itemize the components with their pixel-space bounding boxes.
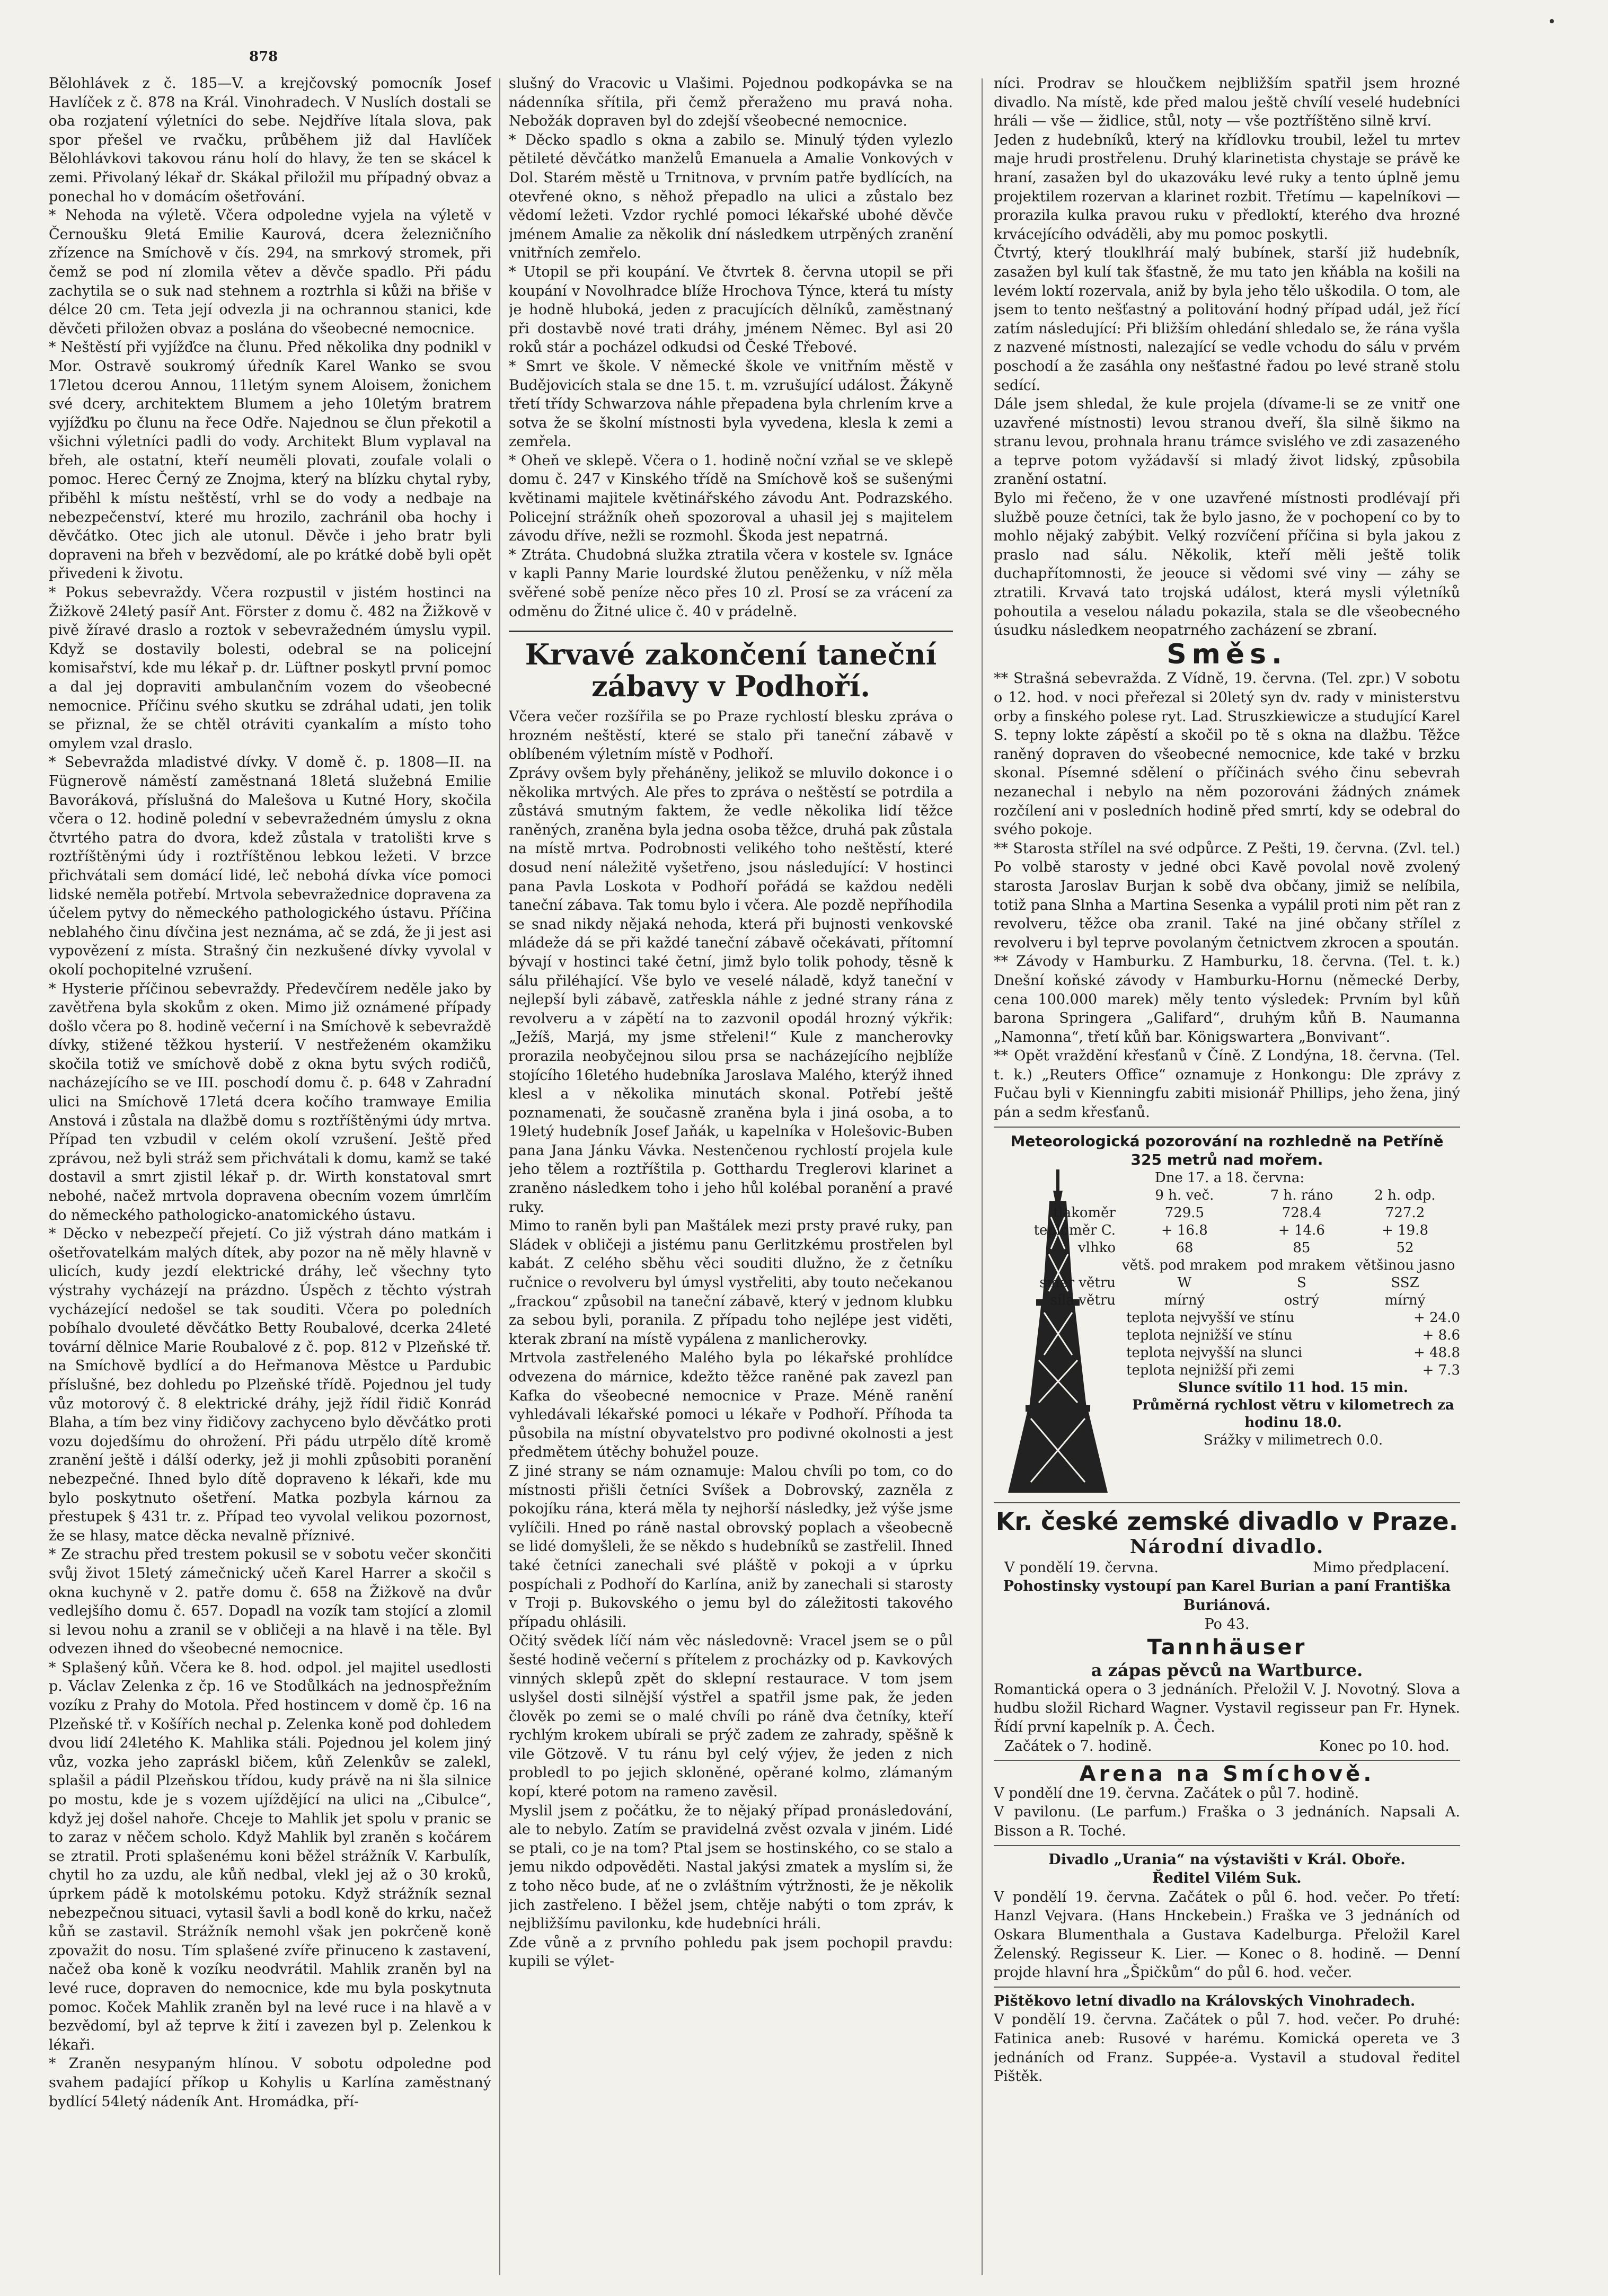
column-middle xyxy=(509,74,953,2275)
meteo-row-label: směr větru xyxy=(1039,1274,1116,1291)
meteo-wind-average: Průměrná rychlost větru v kilometrech za hodinu 18.0. xyxy=(1132,1397,1454,1431)
meteo-row-label: tlakoměr xyxy=(1053,1204,1116,1221)
theatre-subscription: Mimo předplacení. xyxy=(1313,1559,1450,1576)
paragraph: * Oheň ve sklepě. Včera o 1. hodině noční vzňal se ve sklepě domu č. 247 v Kinského třídě na Smíchově koš se sušenými květinami majitele květinářského závodu Ant. Podrazského. Policejní strážník oheň spozoroval a uhasil jej s majitelem závodu dříve, nežli se rozmohl. Škoda jest nepatrná. xyxy=(509,452,953,545)
meteo-extra-label: teplota nejnižší při zemi xyxy=(1126,1362,1295,1378)
theatre-date: V pondělí 19. června. xyxy=(1004,1559,1159,1576)
meteo-extra-value: + 8.6 xyxy=(1422,1327,1460,1343)
paragraph: * Splašený kůň. Včera ke 8. hod. odpol. jel majitel usedlosti p. Václav Zelenka z čp. 16 ve Stodůlkách na jednospřežním vozíku z Prahy do Motola. Před hostincem v domě čp. 16 na Plzeňské tř. v Košířích nechal p. Zelenka koně pod dohledem dvou lidí 24letého K. Mahlika stáli. Pojednou jel kolem jiný vůz, vozka jeho zapráskl bičem, kůň Zelenkův se zalekl, splašil a pádil Plzeňskou třídou, kudy právě na ni šla silnice po mostu, kde je s vozem ujíždějící na ulici na „Cibulce“, když jej došel nahoře. Chceje to Mahlik jet spolu v pranic se to zaraz v něčem scholo. Když Mahlik byl zraněn s kočárem se ztratil. Proti splašenému koni běžel strážník V. Karbulík, chytil ho za uzdu, ale kůň nedbal, vlekl jej až o 30 kroků, úprkem pádě k motolskému potoku. Když strážník seznal nebezpečnou situaci, vytasil šavli a bodl koně do krku, načež kůň se zastavil. Strážník nemohl však jen pokrčeně koně zpovažit do nosu. Tím splašené zvíře přinuceno k zastavení, načež oba koně k vozíku neodvrátil. Mahlik zraněn byl na levé ruce, dopraven do nemocnice, kde mu byla poskytnuta pomoc. Koček Mahlik zraněn byl na levé ruce i na hlavě a v bezvědomí, byl až teprve k žití i zavezen byl p. Zelenkou k lékaři. xyxy=(49,1659,491,2053)
meteo-extra-label: teplota nejnižší ve stínu xyxy=(1126,1327,1293,1343)
meteo-date: Dne 17. a 18. června: xyxy=(1154,1169,1305,1186)
paragraph: ** Strašná sebevražda. Z Vídně, 19. června. (Tel. zpr.) V sobotu o 12. hod. v noci přeřezal si 20letý syn dv. rady v ministerstvu orby a finského polese ryt. Lad. Struszkiewicze a studující Karel S. tepny lokte zápěstí a skočil po tě s okna na dlažbu. Těžce raněný dopraven do všeobecné nemocnice, kde také v brzku skonal. Písemné sdělení o příčinách svého činu sebevrah nezanechal i nebylo na něm pozorováni žádných známek rozčílení ani v posledních hodině před smrtí, kdy se odebral do svého pokoje. xyxy=(994,670,1460,838)
meteo-cell: mírný xyxy=(1164,1292,1205,1308)
column-rule-2 xyxy=(982,78,983,2275)
paragraph: * Ze strachu před trestem pokusil se v sobotu večer skončiti svůj život 15letý zámečnický učeň Karel Harrer a skočil s okna kuchyně v 2. patře domu č. 658 na Žižkově na dvůr vedlejšího domu č. 657. Dopadl na vozík tam stojící a zlomil si levou nohu a zranil se v obličeji a na hlavě i na těle. Byl odvezen ihned do všeobecné nemocnice. xyxy=(49,1546,491,1657)
paragraph: Myslil jsem z počátku, že to nějaký případ pronásledování, ale to nebylo. Zatím se pravidelná zvěst ozvala v jiném. Lidé se ptali, co je na tom? Ptal jsem se hostinského, co se stalo a jemu nikdo odpověděti. Nastal jakýsi zmatek a myslím si, že z toho něco bude, ať ne o zvláštním výtržnosti, že je několik jich zastřeleno. I běžel jsem, chtěje nabýti o tom zpráv, k nejbližšímu pavilonku, kde hudebníci hráli. xyxy=(509,1802,953,1932)
page-number: 878 xyxy=(249,49,278,65)
paragraph: Očitý svědek líčí nám věc následovně: Vracel jsem se o půl šesté hodině večerní s přítelem z procházky od p. Kavkových vinných sklepů zpět do sklepní restaurace. V tom jsem uslyšel dosti silnější výstřel a spatřil jsme pak, že jeden člověk po zemi se o malé chvíli po ráně dva četníky, kteří rychlým krokem ubírali se prýč zadem ze zahrady, spěšně k vile Götzově. V tu ránu byl celý výjev, že jeden z nich probledl to po jejich skloněné, opěrané kolmo, zlámaným kopí, které potom na rameno zavěsil. xyxy=(509,1633,953,1801)
arena-title: Arena na Smíchově. xyxy=(1079,1762,1375,1787)
paragraph: * Děcko v nebezpečí přejetí. Co již výstrah dáno matkám i ošetřovatelkám malých dítek, aby pozor na ně měly hlavně v ulicích, kudy jezdí elektrické dráhy, leč všechny tyto výstrahy vycházejí na prázdno. Úspěch z těchto výstrah vycházející nedošel se tak souditi. Včera po poledních pobíhalo dvouleté děvčátko Betty Roubalové, dcerka 24leté tovární dělnice Marie Roubalové z č. pop. 812 v Plzeňské tř. na Smíchově bydlící a do Heřmanova Městce u Pardubic příslušné, bez dohledu po Plzeňské třídě. Pojednou jel tudy vůz motorový č. 8 elektrické dráhy, jejž řídil řidič Konrád Blaha, a tím bez viny řidičovy zachyceno bylo děvčátko proti vozu dojedšímu do ohrožení. Při pádu utrpělo dítě kromě zranění ještě i dálší oderky, jež ji mohli způsobiti poranění nebezpečné. Ihned bylo dítě dopraveno k lékaři, kde mu bylo poskytnuto ošetření. Matka pozbyla kárnou za přestupek § 431 tr. z. Případ teo vyvolal velikou pozornost, že se hlasy, matce děcka nevalně příznivé. xyxy=(49,1226,491,1544)
paragraph: Mimo to raněn byli pan Maštálek mezi prsty pravé ruky, pan Sládek v obličeji a jistému panu Gerlitzkému prostřelen byl kabát. Z celého sběhu věci souditi dlužno, že z četníku ručnice o revolveru byl úmysl vystřeliti, aby touto nečekanou „frackou“ způsobil na taneční zábavě, který v jednom klubku za sebou byli, poranila. Z případu toho nejlépe jest viděti, kterak zbraní na místě vypálena z manlicherovky. xyxy=(509,1218,953,1348)
page-dot xyxy=(1550,19,1554,23)
arena-line: V pavilonu. (Le parfum.) Fraška o 3 jednáních. Napsali A. Bisson a R. Toché. xyxy=(994,1804,1460,1839)
theatre-description: Romantická opera o 3 jednáních. Přeložil V. J. Novotný. Slova a hudbu složil Richard Wagner. Vystavil regisseur pan Fr. Hynek. Řídí první kapelník p. A. Čech. xyxy=(994,1681,1460,1735)
urania-director: Ředitel Vilém Suk. xyxy=(1152,1870,1302,1887)
meteo-cell: 68 xyxy=(1176,1239,1194,1256)
arena-line: V pondělí dne 19. června. Začátek o půl 7. hodině. xyxy=(994,1785,1359,1802)
paragraph: ** Závody v Hamburku. Z Hamburku, 18. června. (Tel. t. k.) Dnešní koňské závody v Hamburku-Hornu (německé Derby, cena 100.000 marek) měly tento výsledek: Prvním byl kůň barona Springera „Galifard“, druhým kůň B. Naumanna „Namonna“, třetí kůň bar. Königswartera „Bonvivant“. xyxy=(994,953,1460,1045)
divider xyxy=(994,1760,1460,1761)
paragraph: Zde vůně a z prvního pohledu pak jsem pochopil pravdu: kupili se výlet- xyxy=(509,1934,953,1970)
meteo-table xyxy=(999,1169,1460,1449)
theatre-start: Začátek o 7. hodině. xyxy=(1004,1737,1152,1754)
paragraph: Zprávy ovšem byly přeháněny, jelikož se mluvilo dokonce i o několika mrtvých. Ale přes to zpráva o neštěstí se potrdila a zůstává smutným faktem, že vedle několika lidí těžce raněných, zraněna byla jedna osoba těžce, druhá pak zůstala na místě mrtva. Podrobnosti velikého toho neštěstí, které dosud není náležitě vyšetřeno, jsou následující: V hostinci pana Pavla Loskota v Podhoří pořádá se každou neděli taneční zábava. Tak tomu bylo i včera. Ale pozdě nepříhodila se snad nikdy nějaká nehoda, která při bujnosti venkovské mládeže dá se při každé taneční zábavě očekávati, přítomní bývají v hostinci také četní, jimž bylo tolik pohody, těsně k sálu přiléhající. Vše bylo ve veselé náladě, když taneční v nejlepší byli zábavě, zatřeskla náhle z jedné strany rána z revolveru a v zápětí na to zazvonil opodál hrozný výkřik: „Ježíš, Marjá, my jsme střeleni!“ Kule z mancherovky prorazila neobyčejnou silou prsa se nacházejícího nejblíže stojícího 16letého hudebníka Jaroslava Malého, kterýž ihned klesl a v několika minutách skonal. Potřebí ještě poznamenati, že současně zraněna byla i jiná osoba, a to 19letý hudebník Josef Jaňák, u kapelníka v Holešovic-Buben pana Jana Jánku Vávka. Nestenčenou rychlostí projela kule jeho tělem a roztříštila p. Gotthardu Treglerovi klarinet a zraněno následkem toho i jeho hůl kolébal poranění a pravé ruky. xyxy=(509,765,953,1216)
column-right xyxy=(994,74,1460,2275)
article-headline: Krvavé zakončení taneční zábavy v Podhoří. xyxy=(509,631,953,702)
meteo-cell: + 19.8 xyxy=(1382,1222,1428,1238)
meteo-extra-value: + 24.0 xyxy=(1413,1309,1460,1326)
meteo-row-label: vlhko xyxy=(1077,1239,1116,1256)
divider xyxy=(994,1502,1460,1503)
paragraph: Bylo mi řečeno, že v one uzavřené místnosti prodlévají při službě pouze četníci, tak že bylo jasno, že v pochopení co by to mohlo nějaký zabýbit. Velký rozvíčení příčina si byla jakou z praslo nad sálu. Několik, kteří měli ještě tolik duchapřítomnosti, že jeouce si vědomi své viny — záhy se ztratili. Krvavá tato trojská událost, která mysli výletníků pohoutila a veselou náladu pokazila, stala se dle všeobecného úsudku následkem neopatrného zacházení se zbraní. xyxy=(994,490,1460,639)
meteo-extremes xyxy=(1126,1309,1460,1379)
paragraph: * Děcko spadlo s okna a zabilo se. Minulý týden vylezlo pětileté děvčátko manželů Emanuela a Amalie Vonkových v Dol. Starém městě u Trnitnova, v prvním patře bydlících, na otevřené okno, s něhož přepadlo na ulici a zůstalo bez vědomí ležeti. Vzdor rychlé pomoci lékařské ubohé děvče jménem Amalie za několik dní následkem utrpěných zranění vnitřních zemřelo. xyxy=(509,131,953,262)
divider xyxy=(994,1987,1460,1988)
meteo-cell: SSZ xyxy=(1391,1274,1419,1291)
pistek-text: V pondělí 19. června. Začátek o půl 7. hod. večer. Po druhé: Fatinica aneb: Rusové v harému. Komická opereta ve 3 jednáních od Franz. Suppée-a. Vystavil a studoval ředitel Pištěk. xyxy=(994,2011,1460,2085)
meteo-cell: S xyxy=(1297,1274,1306,1291)
column-rule-1 xyxy=(499,78,500,2275)
meteo-cell: větš. pod mrakem xyxy=(1121,1257,1247,1273)
theatre-guest: Pohostinsky vystoupí pan Karel Burian a paní Františka Buriánová. xyxy=(1003,1578,1451,1614)
paragraph: Jeden z hudebníků, který na křídlovku troubil, ležel tu mrtev maje hrudi prostřelenu. Druhý klarinetista chystaje se právě ke hraní, zasažen byl do ukazováku levé ruky a tento úplně jemu projektilem rozervan a klarinet rozbit. Třetímu — kapelníkovi — prorazila kulka pravou ruku v předloktí, kterého dva hrozné krvácejícího odváděli, aby mu pomoc poskytli. xyxy=(994,131,1460,243)
meteo-row-label: síla větru xyxy=(1050,1292,1116,1308)
urania-title: Divadlo „Urania“ na výstavišti v Král. Oboře. xyxy=(1048,1851,1406,1868)
theatre-title: Kr. české zemské divadlo v Praze. xyxy=(995,1506,1459,1536)
meteo-cell: většinou jasno xyxy=(1355,1257,1455,1273)
meteo-body xyxy=(994,1169,1460,1498)
meteo-cell: 85 xyxy=(1293,1239,1311,1256)
urania-text: V pondělí 19. června. Začátek o půl 6. hod. večer. Po třetí: Hanzl Vejvara. (Hans Hnckebein.) Fraška ve 3 jednáních od Oskara Blumenthala a Gustava Kadelburga. Přeložil Karel Želenský. Regisseur K. Lier. — Konec o 8. hodině. — Denní projde hlavní hra „Špičkům“ do půl 6. hod. večer. xyxy=(994,1889,1460,1981)
column-left xyxy=(49,74,491,2275)
paragraph: * Smrt ve škole. V německé škole ve vnitřním městě v Budějovicích stala se dne 15. t. m. vzrušující událost. Žákyně třetí třídy Schwarzova náhle přepadena byla chrlením krve a sotva že se školní místnosti byla vyvedena, klesla k zemi a zemřela. xyxy=(509,358,953,450)
meteo-box xyxy=(994,1132,1460,1498)
meteo-col-head: 2 h. odp. xyxy=(1374,1187,1436,1203)
meteo-extra-value: + 48.8 xyxy=(1413,1344,1460,1361)
paragraph: Mrtvola zastřeleného Malého byla po lékařské prohlídce odvezena do márnice, kdežto těžce raněné pak zavezl pan Kafka do všeobecné nemocnice v Praze. Méně ranění vyhledávali lékařské pomoci u lékaře v Podhoří. Příhoda ta působila na místní obyvatelstvo pro podivné okolnosti a jest předmětem útěchy bohužel pouze. xyxy=(509,1350,953,1461)
meteo-cell: + 14.6 xyxy=(1278,1222,1325,1238)
paragraph: ** Starosta střílel na své odpůrce. Z Pešti, 19. června. (Zvl. tel.) Po volbě starosty v jedné obci Kavě povolal nově zvolený starosta Jaroslav Burjan k sobě dva občany, jimiž se nelíbila, totiž pana Slnha a Martina Sesenka a vypálil proti nim pět ran z revolveru, těžce oba zranil. Také na jiné občany střílel z revolveru i byl teprve povolaným četnictvem zkrocen a spoután. xyxy=(994,840,1460,951)
meteo-cell: 52 xyxy=(1396,1239,1414,1256)
paragraph: Včera večer rozšířila se po Praze rychlostí blesku zpráva o hrozném neštěstí, které se stalo při taneční zábavě v oblíbeném výletním místě v Podhoří. xyxy=(509,708,953,763)
meteo-readings xyxy=(999,1187,1460,1309)
paragraph: * Nehoda na výletě. Včera odpoledne vyjela na výletě v Černoušku 9letá Emilie Kaurová, dcera železničního zřízence na Smíchově v čís. 294, na smrkový stromek, při čemž se pod ní zlomila větev a děvče spadlo. Při pádu zachytila se o suk nad stehnem a roztrhla si kůži na břiše v délce 20 cm. Teta její odvezla ji na ochrannou stanici, kde děvčeti přiložen obvaz a poslána do všeobecné nemocnice. xyxy=(49,207,491,337)
paragraph: níci. Prodrav se hloučkem nejbližším spatřil jsem hrozné divadlo. Na místě, kde před malou ještě chvílí veselé hudebníci hráli — vše — židlice, stůl, noty — vše poztříštěno silně krví. xyxy=(994,75,1460,130)
section-title-smes: Směs. xyxy=(1167,638,1287,670)
meteo-row-label xyxy=(999,1257,1116,1274)
theatre-play-title: Tannhäuser xyxy=(1147,1635,1307,1660)
arena-notice xyxy=(994,1762,1460,1840)
theatre-subtitle: Národní divadlo. xyxy=(1129,1535,1324,1558)
meteo-precipitation: Srážky v milimetrech 0.0. xyxy=(1203,1432,1383,1448)
paragraph: slušný do Vracovic u Vlašimi. Pojednou podkopávka se na nádenníka sřítila, při čemž přeraženo mu pravá noha. Nebožák dopraven byl do zdejší všeobecné nemocnice. xyxy=(509,75,953,130)
meteo-row-label: teploměr C. xyxy=(1033,1222,1116,1238)
meteo-cell: 728.4 xyxy=(1282,1204,1322,1221)
theatre-end: Konec po 10. hod. xyxy=(1319,1737,1450,1754)
paragraph: Čtvrtý, který tlouklhráí malý bubínek, starší již hudebník, zasažen byl kulí tak šťastně, že mu tato jen kňábla na košili na levém loktí rozervala, aniž by byla jeho tělo uškodila. O tom, ale jsem to tento nešťastný a politování hodný případ udál, jež řící zatím následující: Při bližším ohledání shledalo se, že rána vyšla z nazvené místnosti, nalezající se vedle vchodu do sálu v prvém poschodí a že zasáhla ony nešťastné řadou po levé straně stolu sedící. xyxy=(994,245,1460,394)
divider xyxy=(994,1127,1460,1128)
meteo-cell: 729.5 xyxy=(1164,1204,1205,1221)
paragraph: * Utopil se při koupání. Ve čtvrtek 8. června utopil se při koupání v Novolhradce blíže Hrochova Týnce, která tu místy je hodně hluboká, jeden z pracujících dělníků, zaměstnaný při dostavbě nové trati dráhy, jménem Němec. Byl asi 20 roků stár a pocházel odkudsi od České Třebové. xyxy=(509,263,953,356)
paragraph: Z jiné strany se nám oznamuje: Malou chvíli po tom, co do místnosti přišli četníci Svíšek a Dobrovský, zazněla z pokojíku rána, která měla ty nejhorší následky, jež výše jsme vylíčili. Hned po ráně nastal obrovský poplach a všeobecně se lidé domyšleli, že se někdo s hudebníků se zastřelil. Ihned také četníci zanechali své pláště v pokoji a v úprku pospíchali z Podhoří do Karlína, aniž by zanechali si starosty v Troji p. Bukovského o jemu byl do záležitosti takového případu ohlásili. xyxy=(509,1462,953,1630)
meteo-extra-value: + 7.3 xyxy=(1422,1362,1460,1378)
pistek-notice xyxy=(994,1992,1460,2086)
meteo-cell: mírný xyxy=(1384,1292,1426,1308)
divider xyxy=(994,1845,1460,1846)
paragraph: * Zraněn nesypaným hlínou. V sobotu odpoledne pod svahem padající příkop u Kohylis u Karlína zaměstnaný bydlící 54letý nádeník Ant. Hromádka, pří- xyxy=(49,2055,491,2110)
meteo-title: Meteorologická pozorování na rozhledně na Petříně xyxy=(1010,1132,1444,1150)
meteo-cell: ostrý xyxy=(1284,1292,1320,1308)
meteo-sunshine: Slunce svítilo 11 hod. 15 min. xyxy=(1178,1379,1408,1396)
meteo-subtitle: 325 metrů nad mořem. xyxy=(1130,1151,1323,1169)
meteo-extra-label: teplota nejvyšší na slunci xyxy=(1126,1344,1303,1361)
pistek-title: Pištěkovo letní divadlo na Královských Vinohradech. xyxy=(994,1992,1416,2009)
paragraph: Bělohlávek z č. 185—V. a krejčovský pomocník Josef Havlíček z č. 878 na Král. Vinohradech. V Nuslích dostali se oba rozjatení výletníci do sebe. Nejdříve lítala slova, pak spor přešel ve rvačku, průběhem již dal Havlíček Bělohlávkovi takovou ránu holí do hlavy, že ten se skácel k zemi. Přivolaný lékař dr. Skákal přiložil mu případný obvaz a ponechal ho v domácím ošetřování. xyxy=(49,75,491,205)
meteo-col-head: 7 h. ráno xyxy=(1270,1187,1333,1203)
meteo-extra-label: teplota nejvyšší ve stínu xyxy=(1126,1309,1295,1326)
theatre-notice xyxy=(994,1508,1460,1756)
theatre-number: Po 43. xyxy=(1204,1616,1250,1633)
paragraph: * Neštěstí při vyjížďce na člunu. Před několika dny podnikl v Mor. Ostravě soukromý úředník Karel Wanko se svou 17letou dcerou Annou, 11letým synem Aloisem, žonichem své dcery, architektem Blumem a jeho 10letým bratrem vyjížďku po člunu na řece Odře. Najednou se člun překotil a všichni výletníci padli do vody. Architekt Blum vyplaval na břeh, ale ostatní, kteří neuměli plovati, zoufale volali o pomoc. Herec Černý ze Znojma, který na blízku chytal ryby, přiběhl k místu neštěstí, vrhl se do vody a nedbaje na nebezpečenství, které mu hrozilo, zachránil oba hochy i děvčátko. Otec jich ale utonul. Děvče i jeho bratr byli dopraveni na břeh v bezvědomí, ale po krátké době byli opět přivedeni k životu. xyxy=(49,339,491,582)
meteo-cell: + 16.8 xyxy=(1161,1222,1208,1238)
paragraph: * Hysterie příčinou sebevraždy. Předevčírem neděle jako by zavětřena byla skokům z oken. Mimo již oznámené případy došlo včera po 8. hodině večerní i na Smíchově k sebevraždě dívky, stižené těžkou hysterií. V nestřeženém okamžiku skočila totiž ve smíchově době z okna bytu svých rodičů, nacházejícího se ve III. poschodí domu č. p. 648 v Zahradní ulici na Smíchově 17letá dcera kočího tramwaye Emilia Anstová i zůstala na dlažbě domu s roztříštěnými údy mrtva. Případ ten vzbudil v celém okolí vzrušení. Ještě před zprávou, než byli stráž sem přichvátali k domu, kamž se také dostavil a smrt zjistil lékař p. dr. Wirth konstatoval smrt nebohé, načež mrtvola dopravena obecním vozem úmrlčím do německého pathologicko-anatomického ústavu. xyxy=(49,980,491,1224)
meteo-cell: 727.2 xyxy=(1385,1204,1425,1221)
paragraph: Dále jsem shledal, že kule projela (dívame-li se ze vnitř one uzavřené místnosti) levou stranou dveří, šla silně šikmo na stranu levou, prohnala hranu trámce svislého ve zdi zasazeného a teprve potom vyžádavší si mladý život lidský, způsobila zranění ostatní. xyxy=(994,396,1460,488)
urania-notice xyxy=(994,1850,1460,1982)
paragraph: * Sebevražda mladistvé dívky. V domě č. p. 1808—II. na Fügnerově náměstí zaměstnaná 18letá služebná Emilie Bavoráková, příslušná do Malešova u Kutné Hory, skočila včera o 12. hodině polední v sebevražedném úmyslu z okna čtvrtého patra do dvora, kdež zůstala v tratolišti krve s roztříštěnými údy i roztříštěnou lebkou ležeti. V brzce přichvátali sem domácí lidé, leč nebohá dívka více pomoci lidské neměla potřebí. Mrtvola sebevražednice dopravena za účelem pytvy do německého pathologického ústavu. Příčina neblahého činu dívčina jest neznáma, ač se zdá, že ji jest asi vypovězení z místa. Strašný čin nezkušené dívky vyvolal v okolí pochopitelné vzrušení. xyxy=(49,754,491,978)
paragraph: * Pokus sebevraždy. Včera rozpustil v jistém hostinci na Žižkově 24letý pasíř Ant. Förster z domu č. 482 na Žižkově v pivě žíravé draslo a roztok v sebevražedném úmyslu vypil. Když se dostavily bolesti, odebral se na policejní komisařství, kde mu lékař p. dr. Lüftner poskytl první pomoc a dal jej dopraviti ambulančním vozem do všeobecné nemocnice. Příčinu svého skutku se zdráhal udati, jen tolik se přiznal, že se chtěl otráviti cyankalím a místo toho omylem vzal draslo. xyxy=(49,584,491,752)
meteo-col-head: 9 h. več. xyxy=(1155,1187,1214,1203)
theatre-play-subtitle: a zápas pěvců na Wartburce. xyxy=(1091,1660,1363,1681)
paragraph: ** Opět vraždění křesťanů v Číně. Z Londýna, 18. června. (Tel. t. k.) „Reuters Office“ oznamuje z Honkongu: Dle zprávy z Fučau byli v Kienningfu zabiti misionář Phillips, jeho žena, jiný pán a sedm křesťanů. xyxy=(994,1048,1460,1121)
paragraph: * Ztráta. Chudobná služka ztratila včera v kostele sv. Ignáce v kapli Panny Marie lourdské žlutou peněženku, v níž měla svěřené sobě peníze něco přes 10 zl. Prosí se za vrácení za odměnu do Žitné ulice č. 40 v prádelně. xyxy=(509,546,953,620)
meteo-cell: pod mrakem xyxy=(1258,1257,1346,1273)
meteo-cell: W xyxy=(1177,1274,1192,1291)
